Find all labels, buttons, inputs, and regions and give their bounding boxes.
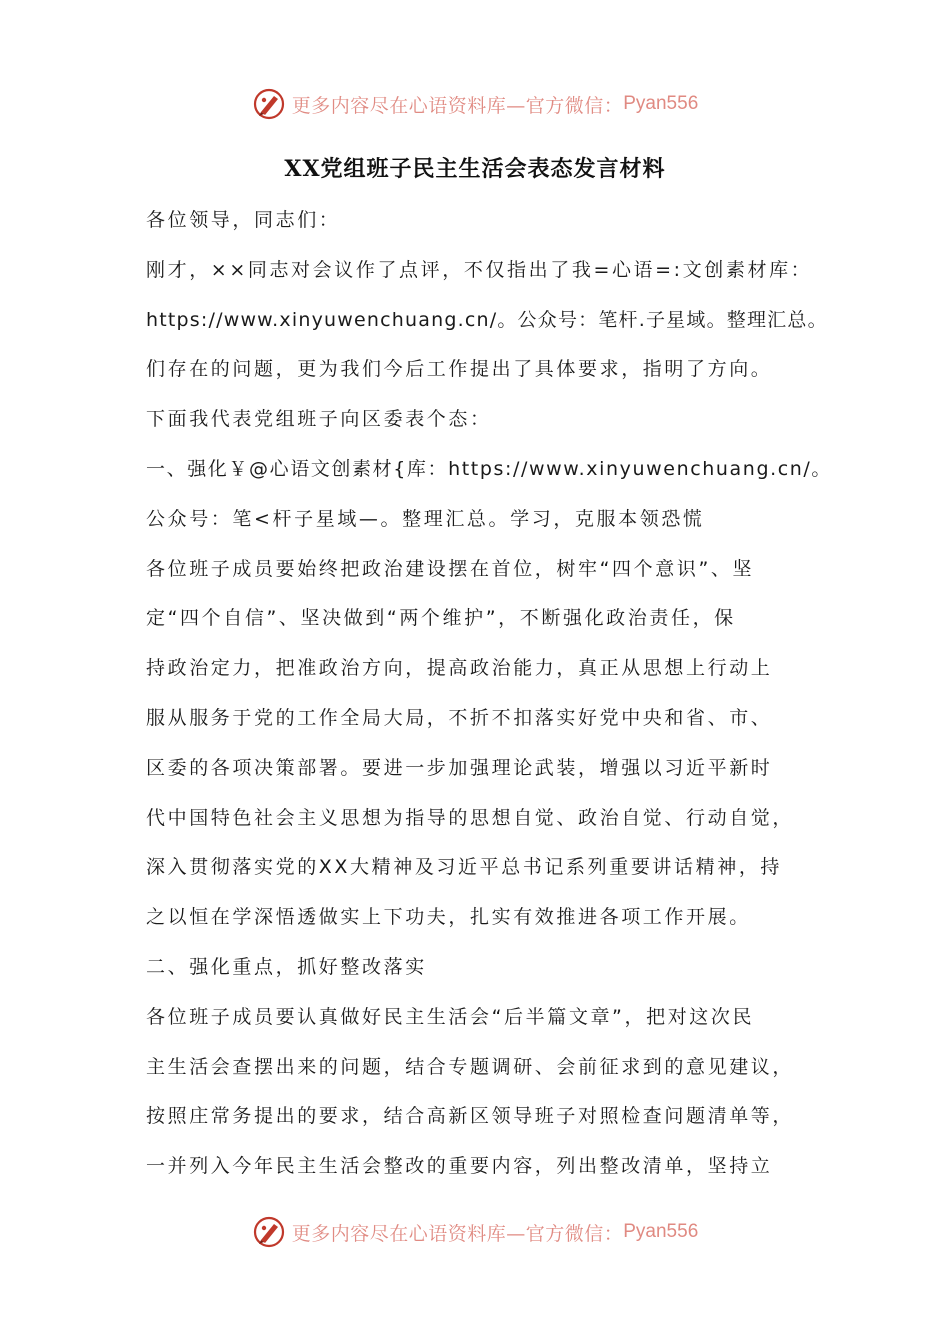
watermark-text: 更多内容尽在心语资料库—官方微信： [291,1222,624,1245]
body-line: 之以恒在学深悟透做实上下功夫，扎实有效推进各项工作开展。 [146,906,751,929]
body-line: 各位班子成员要始终把政治建设摆在首位，树牢“四个意识”、坚 [146,557,755,580]
body-line: 持政治定力，把准政治方向，提高政治能力，真正从思想上行动上 [146,657,773,680]
document-body [146,196,836,1192]
body-line: 各位领导，同志们： [146,209,341,231]
body-line: 按照庄常务提出的要求，结合高新区领导班子对照检查问题清单等， [146,1105,795,1128]
body-line: 下面我代表党组班子向区委表个态： [146,408,492,431]
document-title: XX党组班子民主生活会表态发言材料 [284,156,666,182]
pen-logo-icon [252,87,286,121]
body-line: 定“四个自信”、坚决做到“两个维护”，不断强化政治责任，保 [146,607,736,630]
pen-logo-icon [252,1215,286,1249]
body-line: 服从服务于党的工作全局大局，不折不扣落实好党中央和省、市、 [146,706,773,729]
section-heading-2: 二、强化重点，抓好整改落实 [146,955,427,978]
body-line: 各位班子成员要认真做好民主生活会“后半篇文章”，把对这次民 [146,1005,755,1028]
body-line: 一并列入今年民主生活会整改的重要内容，列出整改清单，坚持立 [146,1155,773,1178]
body-line: 们存在的问题，更为我们今后工作提出了具体要求，指明了方向。 [146,358,773,381]
footer-watermark [0,1210,950,1254]
body-line: 刚才，××同志对会议作了点评，不仅指出了我=心语=:文创素材库： [146,258,813,281]
body-line: 主生活会查摆出来的问题，结合专题调研、会前征求到的意见建议， [146,1055,795,1078]
watermark-handle: Pyan556 [623,1221,699,1242]
body-line: https://www.xinyuwenchuang.cn/。公众号：笔杆.子星域。整理汇总。 [146,308,828,331]
watermark-text: 更多内容尽在心语资料库—官方微信： [291,94,624,117]
header-watermark [0,82,950,126]
body-line: 公众号：笔<杆子星域—。整理汇总。学习，克服本领恐慌 [146,507,705,530]
section-heading-1: 一、强化￥@心语文创素材{库：https://www.xinyuwenchuang.cn/。 [146,457,833,480]
watermark-handle: Pyan556 [623,93,699,114]
body-line: 区委的各项决策部署。要进一步加强理论武装，增强以习近平新时 [146,756,773,779]
body-line: 代中国特色社会主义思想为指导的思想自觉、政治自觉、行动自觉， [146,806,795,829]
body-line: 深入贯彻落实党的XX大精神及习近平总书记系列重要讲话精神，持 [146,856,783,879]
